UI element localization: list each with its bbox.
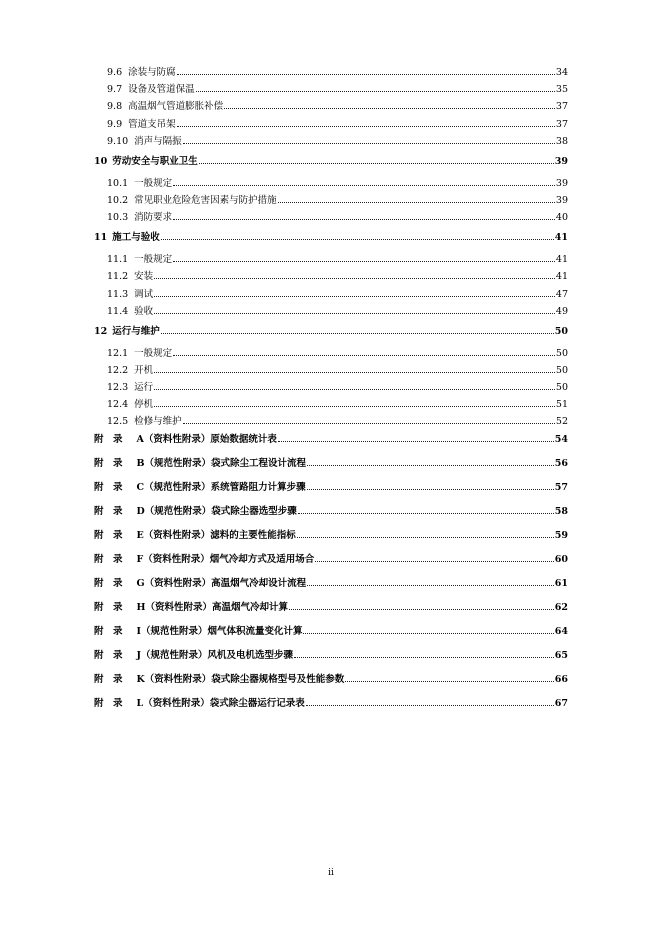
- toc-entry-appx[interactable]: [94, 433, 568, 447]
- toc-entry-sub[interactable]: [94, 100, 568, 114]
- toc-dot-leader: [173, 184, 555, 186]
- toc-entry-number: 12.4: [107, 399, 129, 411]
- toc-entry-page: 50: [555, 382, 568, 394]
- toc-entry-page: 41: [555, 271, 568, 283]
- toc-entry-appx[interactable]: [94, 601, 568, 615]
- toc-dot-leader: [173, 354, 555, 356]
- toc-entry-number: 12.5: [107, 416, 129, 428]
- toc-entry-appx[interactable]: [94, 697, 568, 711]
- toc-dot-leader: [306, 704, 554, 706]
- toc-entry-page: 59: [554, 529, 568, 541]
- toc-entry-number: 12.2: [107, 364, 129, 376]
- toc-entry-sub[interactable]: [94, 270, 568, 284]
- toc-entry-page: 62: [554, 601, 568, 613]
- toc-dot-leader: [177, 125, 555, 127]
- toc-entry-appx[interactable]: [94, 673, 568, 687]
- toc-entry-page: 58: [554, 505, 568, 517]
- toc-entry-number: 附 录: [94, 625, 123, 637]
- toc-entry-page: 49: [555, 305, 568, 317]
- toc-entry-title: 常见职业危险危害因素与防护措施: [134, 194, 277, 206]
- toc-entry-number: 11.2: [107, 271, 129, 283]
- toc-entry-title: E（资料性附录）滤料的主要性能指标: [136, 529, 296, 541]
- toc-entry-page: 38: [555, 135, 568, 147]
- toc-dot-leader: [199, 162, 554, 164]
- toc-entry-sub[interactable]: [94, 83, 568, 97]
- toc-entry-title: 检修与维护: [134, 416, 182, 428]
- toc-entry-number: 附 录: [94, 577, 123, 589]
- toc-entry-title: H（资料性附录）高温烟气冷却计算: [136, 601, 288, 613]
- toc-dot-leader: [278, 440, 554, 442]
- toc-entry-title: 一般规定: [134, 177, 173, 189]
- toc-dot-leader: [154, 371, 555, 373]
- toc-dot-leader: [154, 277, 555, 279]
- toc-dot-leader: [315, 560, 554, 562]
- toc-entry-number: 附 录: [94, 433, 123, 445]
- toc-entry-number: 附 录: [94, 649, 123, 661]
- toc-dot-leader: [154, 312, 555, 314]
- toc-entry-sub[interactable]: [94, 347, 568, 361]
- toc-entry-number: 11.4: [107, 305, 129, 317]
- toc-entry-sub[interactable]: [94, 118, 568, 132]
- toc-entry-page: 67: [554, 697, 568, 709]
- toc-entry-title: J（规范性附录）风机及电机选型步骤: [136, 649, 294, 661]
- toc-entry-number: 10: [94, 155, 108, 167]
- toc-dot-leader: [154, 388, 555, 390]
- toc-entry-title: 消声与隔振: [134, 135, 182, 147]
- toc-entry-title: L（资料性附录）袋式除尘器运行记录表: [136, 697, 305, 709]
- toc-entry-appx[interactable]: [94, 577, 568, 591]
- toc-dot-leader: [345, 680, 553, 682]
- toc-entry-number: 附 录: [94, 505, 123, 517]
- toc-entry-sub[interactable]: [94, 253, 568, 267]
- toc-dot-leader: [183, 422, 555, 424]
- toc-entry-title: 验收: [134, 305, 154, 317]
- toc-entry-number: 9.7: [107, 84, 123, 96]
- toc-entry-appx[interactable]: [94, 505, 568, 519]
- toc-entry-page: 34: [555, 67, 568, 78]
- toc-entry-title: 停机: [134, 399, 154, 411]
- toc-entry-number: 附 录: [94, 481, 123, 493]
- toc-entry-title: 劳动安全与职业卫生: [112, 155, 198, 167]
- toc-entry-number: 11: [94, 232, 108, 244]
- toc-entry-page: 37: [555, 101, 568, 113]
- toc-entry-page: 61: [554, 577, 568, 589]
- toc-entry-number: 9.6: [107, 67, 123, 78]
- toc-entry-title: A（资料性附录）原始数据统计表: [136, 433, 277, 445]
- toc-entry-page: 50: [555, 347, 568, 359]
- toc-entry-chap[interactable]: [94, 231, 568, 245]
- toc-entry-number: 9.10: [107, 135, 129, 147]
- toc-entry-number: 附 录: [94, 697, 123, 709]
- toc-entry-number: 10.2: [107, 194, 129, 206]
- toc-entry-title: 高温烟气管道膨胀补偿: [128, 101, 224, 113]
- toc-entry-chap[interactable]: [94, 325, 568, 339]
- toc-entry-page: 41: [554, 232, 568, 244]
- toc-entry-page: 39: [554, 155, 568, 167]
- toc-entry-title: B（规范性附录）袋式除尘工程设计流程: [136, 457, 307, 469]
- toc-entry-sub[interactable]: [94, 177, 568, 191]
- toc-dot-leader: [289, 608, 554, 610]
- toc-entry-appx[interactable]: [94, 481, 568, 495]
- toc-entry-number: 9.9: [107, 118, 123, 130]
- toc-entry-sub[interactable]: [94, 194, 568, 208]
- toc-entry-number: 附 录: [94, 553, 123, 565]
- toc-entry-page: 47: [555, 288, 568, 300]
- toc-dot-leader: [307, 464, 554, 466]
- toc-entry-number: 12: [94, 325, 108, 337]
- toc-entry-title: F（资料性附录）烟气冷却方式及适用场合: [136, 553, 315, 565]
- toc-entry-appx[interactable]: [94, 457, 568, 471]
- toc-dot-leader: [294, 656, 554, 658]
- toc-entry-title: C（规范性附录）系统管路阻力计算步骤: [136, 481, 306, 493]
- toc-dot-leader: [154, 405, 555, 407]
- toc-entry-number: 附 录: [94, 601, 123, 613]
- toc-dot-leader: [224, 107, 555, 109]
- toc-entry-page: 65: [554, 649, 568, 661]
- toc-entry-appx[interactable]: [94, 529, 568, 543]
- toc-entry-number: 12.1: [107, 347, 129, 359]
- toc-entry-sub[interactable]: [94, 305, 568, 319]
- toc-dot-leader: [303, 632, 553, 634]
- toc-entry-page: 54: [554, 433, 568, 445]
- toc-entry-title: 安装: [134, 271, 154, 283]
- toc-entry-sub[interactable]: [94, 288, 568, 302]
- toc-entry-title: D（规范性附录）袋式除尘器选型步骤: [136, 505, 297, 517]
- toc-entry-page: 39: [555, 194, 568, 206]
- toc-entry-title: 运行与维护: [112, 325, 160, 337]
- page-number-footer: ii: [328, 868, 334, 878]
- toc-entry-number: 9.8: [107, 101, 123, 113]
- toc-entry-title: 涂装与防腐: [128, 67, 176, 78]
- toc-dot-leader: [307, 488, 554, 490]
- toc-entry-number: 11.1: [107, 254, 129, 266]
- toc-entry-page: 56: [554, 457, 568, 469]
- toc-dot-leader: [177, 73, 555, 75]
- toc-entry-sub[interactable]: [94, 398, 568, 412]
- toc-entry-title: 一般规定: [134, 254, 173, 266]
- toc-entry-title: G（资料性附录）高温烟气冷却设计流程: [136, 577, 307, 589]
- toc-entry-page: 40: [555, 212, 568, 224]
- toc-entry-title: 运行: [134, 382, 154, 394]
- toc-entry-title: 开机: [134, 364, 154, 376]
- toc-entry-number: 10.1: [107, 177, 129, 189]
- toc-entry-page: 66: [554, 673, 568, 685]
- toc-entry-sub[interactable]: [94, 415, 568, 429]
- toc-dot-leader: [154, 295, 555, 297]
- toc-entry-sub[interactable]: [94, 211, 568, 225]
- toc-entry-title: 一般规定: [134, 347, 173, 359]
- toc-entry-chap[interactable]: [94, 155, 568, 169]
- toc-dot-leader: [183, 142, 555, 144]
- toc-entry-page: 39: [555, 177, 568, 189]
- toc-entry-title: 设备及管道保温: [128, 84, 195, 96]
- toc-entry-number: 附 录: [94, 529, 123, 541]
- toc-entry-appx[interactable]: [94, 649, 568, 663]
- toc-entry-number: 11.3: [107, 288, 129, 300]
- toc-entry-title: 管道支吊架: [128, 118, 176, 130]
- toc-entry-number: 10.3: [107, 212, 129, 224]
- toc-dot-leader: [173, 260, 555, 262]
- toc-entry-number: 12.3: [107, 382, 129, 394]
- toc-entry-title: 消防要求: [134, 212, 173, 224]
- toc-entry-page: 37: [555, 118, 568, 130]
- toc-entry-sub[interactable]: [94, 381, 568, 395]
- toc-dot-leader: [173, 218, 555, 220]
- toc-entry-number: 附 录: [94, 673, 123, 685]
- toc-entry-page: 50: [554, 325, 568, 337]
- toc-dot-leader: [298, 512, 554, 514]
- toc-entry-page: 50: [555, 364, 568, 376]
- toc-entry-sub[interactable]: [94, 135, 568, 149]
- toc-dot-leader: [307, 584, 554, 586]
- table-of-contents: [94, 66, 568, 721]
- toc-entry-number: 附 录: [94, 457, 123, 469]
- toc-dot-leader: [297, 536, 554, 538]
- toc-entry-page: 51: [555, 399, 568, 411]
- toc-entry-sub[interactable]: [94, 364, 568, 378]
- toc-entry-page: 64: [554, 625, 568, 637]
- toc-entry-page: 41: [555, 254, 568, 266]
- toc-dot-leader: [161, 332, 554, 334]
- toc-entry-title: K（资料性附录）袋式除尘器规格型号及性能参数: [136, 673, 345, 685]
- toc-entry-sub[interactable]: [94, 66, 568, 80]
- toc-entry-title: 调试: [134, 288, 154, 300]
- toc-entry-page: 52: [555, 416, 568, 428]
- toc-dot-leader: [196, 90, 555, 92]
- toc-entry-appx[interactable]: [94, 553, 568, 567]
- toc-entry-title: I（规范性附录）烟气体积流量变化计算: [136, 625, 303, 637]
- toc-entry-title: 施工与验收: [112, 232, 160, 244]
- toc-entry-page: 60: [554, 553, 568, 565]
- toc-dot-leader: [278, 201, 555, 203]
- toc-entry-page: 35: [555, 84, 568, 96]
- toc-entry-appx[interactable]: [94, 625, 568, 639]
- toc-dot-leader: [161, 238, 554, 240]
- toc-entry-page: 57: [554, 481, 568, 493]
